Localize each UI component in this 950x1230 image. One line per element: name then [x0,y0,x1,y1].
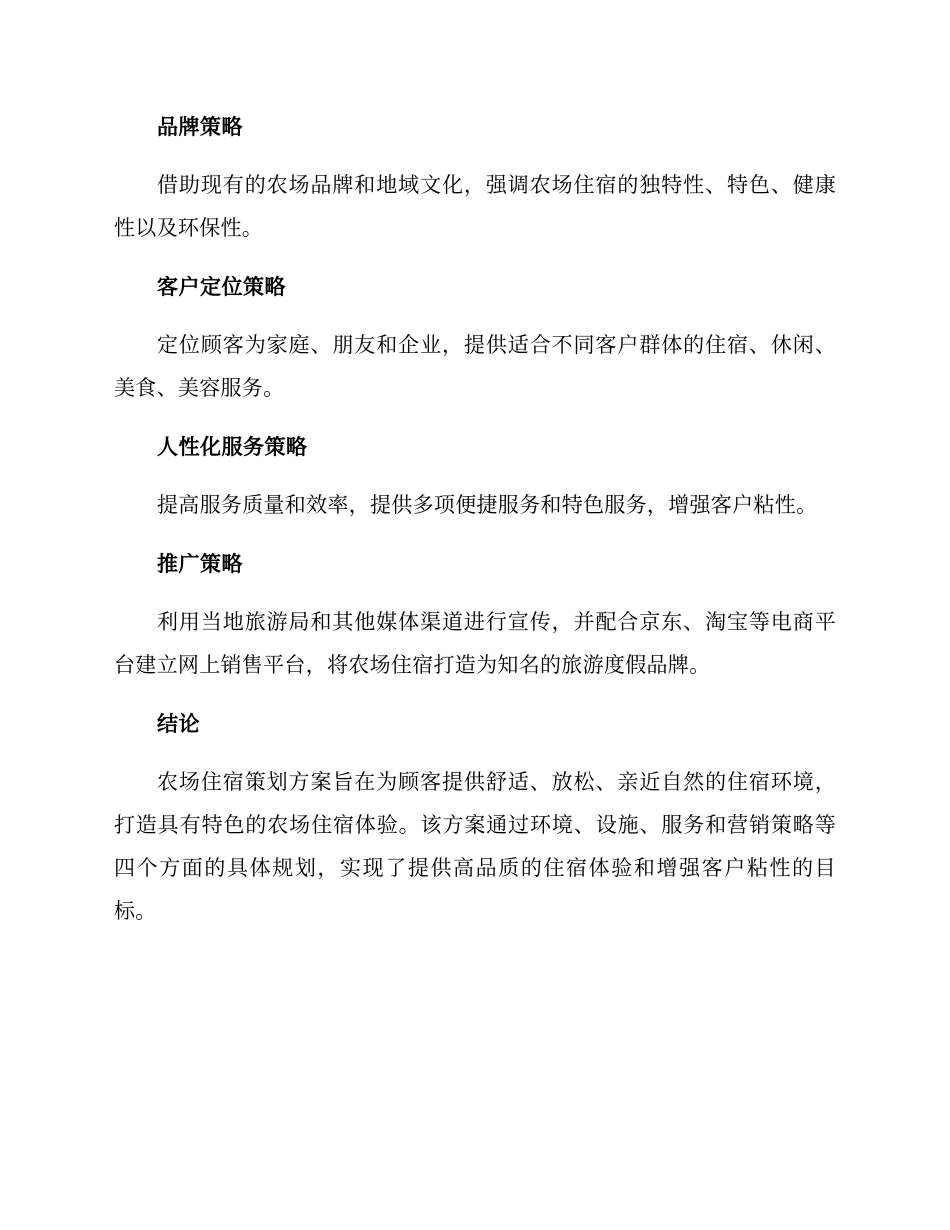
section-paragraph: 提高服务质量和效率，提供多项便捷服务和特色服务，增强客户粘性。 [157,493,818,517]
section-heading: 推广策略 [157,552,243,576]
section-heading: 人性化服务策略 [157,435,308,459]
section-conclusion [114,709,836,933]
section-paragraph: 利用当地旅游局和其他媒体渠道进行宣传，并配合京东、淘宝等电商平台建立网上销售平台，将农场住宿打造为知名的旅游度假品牌。 [114,610,836,677]
section-personalized-service [114,432,836,527]
section-heading: 品牌策略 [157,115,243,139]
section-paragraph: 农场住宿策划方案旨在为顾客提供舒适、放松、亲近自然的住宿环境，打造具有特色的农场住宿体验。该方案通过环境、设施、服务和营销策略等四个方面的具体规划，实现了提供高品质的住宿体验和增强客户粘性的目标。 [114,770,836,923]
section-customer-positioning [114,272,836,410]
section-paragraph: 定位顾客为家庭、朋友和企业，提供适合不同客户群体的住宿、休闲、美食、美容服务。 [114,333,836,400]
section-brand-strategy [114,112,836,250]
section-heading: 结论 [157,712,200,736]
section-promotion-strategy [114,549,836,687]
section-heading: 客户定位策略 [157,275,286,299]
section-paragraph: 借助现有的农场品牌和地域文化，强调农场住宿的独特性、特色、健康性以及环保性。 [114,173,836,240]
